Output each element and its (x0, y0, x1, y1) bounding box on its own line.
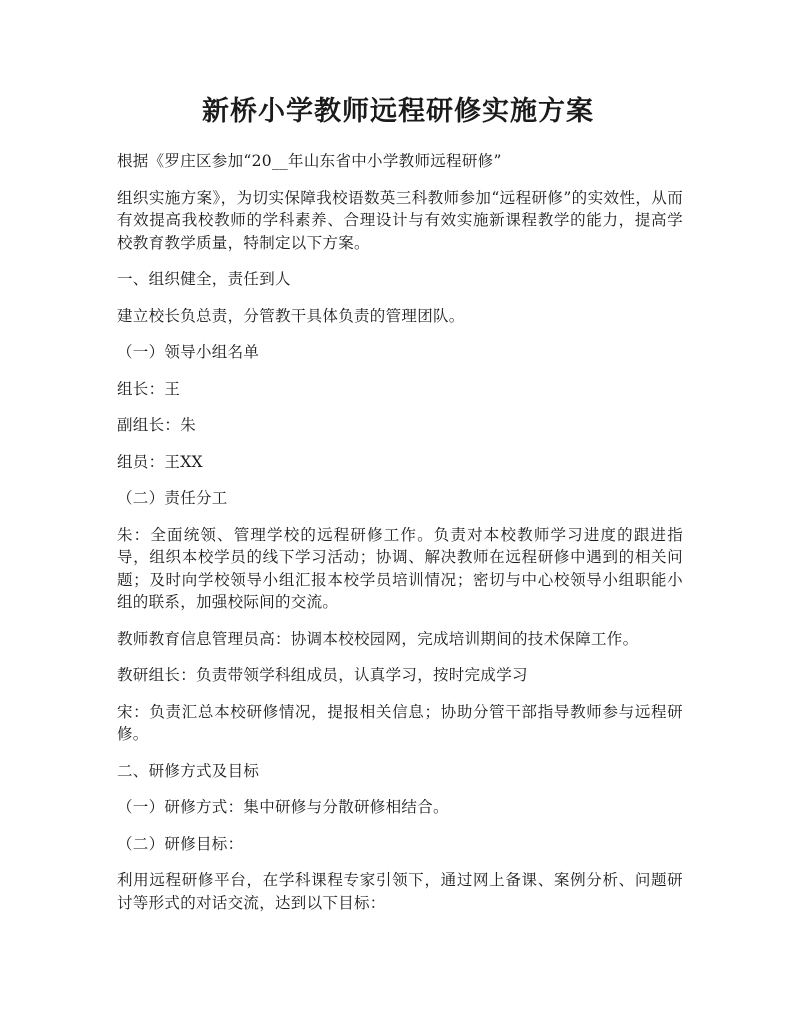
paragraph-intro-1: 根据《罗庄区参加“20__年山东省中小学教师远程研修” (117, 152, 502, 170)
paragraph: 教研组长：负责带领学科组成员，认真学习，按时完成学习 (117, 666, 528, 684)
list-item: 组员：王XX (117, 452, 203, 471)
subsection-heading: （二）责任分工 (117, 489, 228, 507)
subsection-heading: （二）研修目标： (117, 834, 244, 853)
paragraph: 宋：负责汇总本校研修情况，提报相关信息；协助分管干部指导教师参与远程研修。 (117, 702, 683, 743)
subsection-heading: （一）研修方式：集中研修与分散研修相结合。 (117, 798, 449, 816)
paragraph: 教师教育信息管理员高：协调本校校园网，完成培训期间的技术保障工作。 (117, 629, 639, 648)
subsection-heading: （一）领导小组名单 (117, 343, 260, 361)
paragraph: 利用远程研修平台，在学科课程专家引领下，通过网上备课、案例分析、问题研讨等形式的对话交流，达到以下目标： (117, 871, 683, 912)
section-heading-2: 二、研修方式及目标 (117, 761, 260, 780)
list-item: 副组长：朱 (117, 416, 197, 434)
paragraph-intro-2: 组织实施方案》，为切实保障我校语数英三科教师参加“远程研修”的实效性，从而有效提高我校教师的学科素养、合理设计与有效实施新课程教学的能力，提高学校教育教学质量，特制定以下方案。 (117, 188, 683, 252)
section-heading-1: 一、组织健全，责任到人 (117, 270, 291, 288)
paragraph: 建立校长负总责，分管教干具体负责的管理团队。 (117, 306, 465, 325)
paragraph: 朱：全面统领、管理学校的远程研修工作。负责对本校教师学习进度的跟进指导，组织本校学员的线下学习活动；协调、解决教师在远程研修中遇到的相关问题；及时向学校领导小组汇报本校学员培训情况；密切与中心校领导小组职能小组的联系，加强校际间的交流。 (117, 525, 683, 611)
list-item: 组长：王 (117, 379, 181, 398)
document-body (117, 150, 683, 928)
document-title: 新桥小学教师远程研修实施方案 (202, 96, 594, 127)
